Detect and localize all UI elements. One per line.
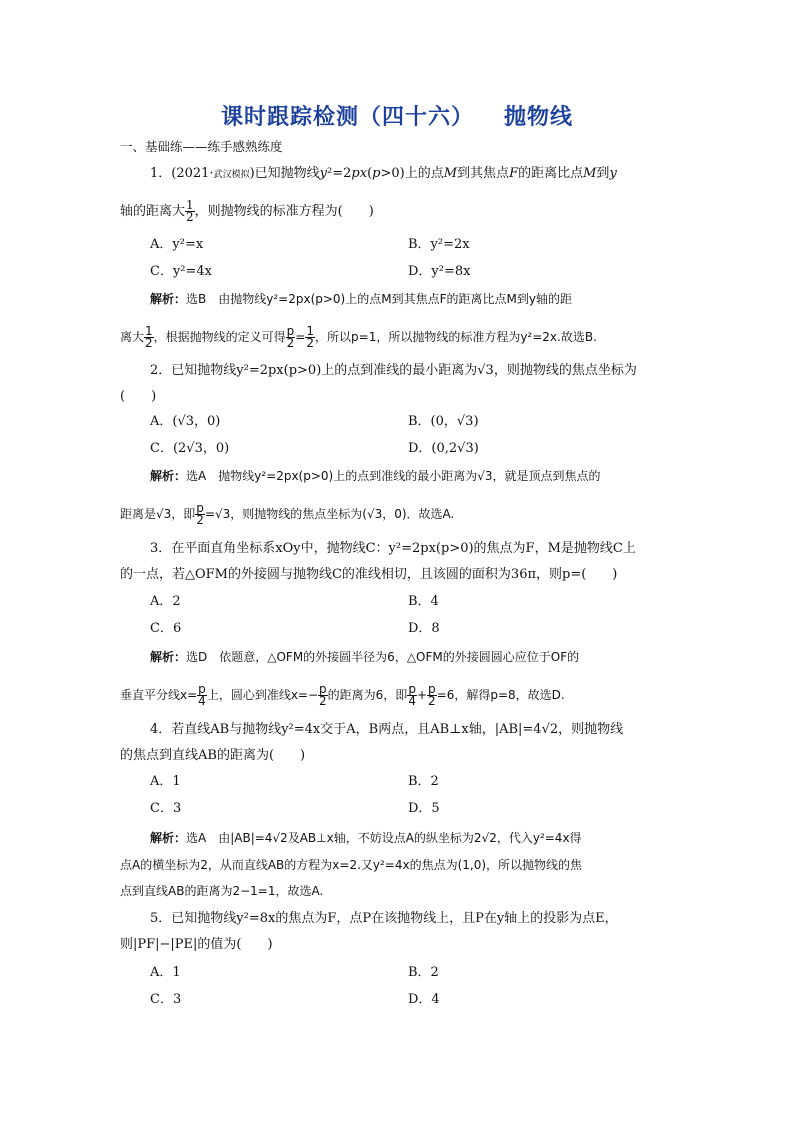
fraction-one-half: $\frac{1}{2}$ [186,198,194,224]
q1-source: 武汉模拟 [213,170,250,180]
q2-stem-line2: ( ) [120,389,157,404]
q1-solution-line1: 解析：选B 由抛物线y²=2px(p>0)上的点M到其焦点F的距离比点M到y轴的距 [150,292,572,306]
q4-option-c: C．3 [150,801,182,816]
q3-solution-line2: 垂直平分线x= $\frac{p}{4}$ 上，圆心到准线x=− $\frac{p}{2}$ 的距离为6，即 $\frac{p}{4}$ + $\frac{p}{2}$ =6，解得p=8，故选D. [120,682,565,708]
q2-solution-line2: 距离是√3，即 $\frac{p}{2}$ =√3，则抛物线的焦点坐标为(√3，0)．故选A. [120,501,455,527]
q4-solution-line3: 点到直线AB的距离为2−1=1，故选A. [120,884,324,898]
q4-solution-line1: 解析：选A 由|AB|=4√2及AB⊥x轴，不妨设点A的纵坐标为2√2，代入y²=4x得 [150,831,582,845]
page-title [0,100,794,131]
q3-option-b: B．4 [408,594,439,609]
q1-option-d: D．y²=8x [408,264,471,279]
title-main: 课时跟踪检测（四十六） [220,105,474,130]
q5-option-d: D．4 [408,992,440,1007]
q4-option-b: B．2 [408,774,439,789]
q1-option-b: B．y²=2x [408,237,470,252]
q5-option-c: C．3 [150,992,182,1007]
q4-stem-line2: 的焦点到直线AB的距离为( ) [120,748,306,763]
q2-option-d: D．(0,2√3) [408,441,479,456]
q1-stem-line2: 轴的距离大 $\frac{1}{2}$ ，则抛物线的标准方程为( ) [120,198,374,224]
q1-option-c: C．y²=4x [150,264,212,279]
title-topic: 抛物线 [504,105,574,130]
q2-option-a: A．(√3，0) [150,414,221,429]
q4-stem-line1: 4．若直线AB与抛物线y²=4x交于A，B两点，且AB⊥x轴，|AB|=4√2，则抛物线 [150,722,624,737]
q5-stem-line2: 则|PF|−|PE|的值为( ) [120,937,273,952]
q4-solution-line2: 点A的横坐标为2，从而直线AB的方程为x=2.又y²=4x的焦点为(1,0)，所以抛物线的焦 [120,858,583,872]
q4-option-a: A．1 [150,774,181,789]
q4-option-d: D．5 [408,801,440,816]
section-heading: 一、基础练——练手感熟练度 [120,139,283,154]
q1-option-a: A．y²=x [150,237,204,252]
q3-option-c: C．6 [150,621,182,636]
q5-option-a: A．1 [150,965,181,980]
q1-solution-line2: 离大 $\frac{1}{2}$ ，根据抛物线的定义可得 $\frac{p}{2}$ = $\frac{1}{2}$ ，所以p=1，所以抛物线的标准方程为y²=2x.故选B. [120,324,597,350]
q3-stem-line2: 的一点，若△OFM的外接圆与抛物线C的准线相切，且该圆的面积为36π，则p=( ) [120,567,618,582]
q2-solution-line1: 解析：选A 抛物线y²=2px(p>0)上的点到准线的最小距离为√3，就是顶点到焦点的 [150,469,601,483]
q2-option-b: B．(0，√3) [408,414,479,429]
q3-option-d: D．8 [408,621,440,636]
q5-option-b: B．2 [408,965,439,980]
q2-option-c: C．(2√3，0) [150,441,230,456]
q3-option-a: A．2 [150,594,181,609]
q2-stem-line1: 2．已知抛物线y²=2px(p>0)上的点到准线的最小距离为√3，则抛物线的焦点坐标为 [150,363,637,378]
q5-stem-line1: 5．已知抛物线y²=8x的焦点为F，点P在该抛物线上，且P在y轴上的投影为点E， [150,911,618,926]
q3-stem-line1: 3．在平面直角坐标系xOy中，抛物线C：y²=2px(p>0)的焦点为F，M是抛物线C上 [150,541,636,556]
q1-stem-line1: 1．(2021·武汉模拟)已知抛物线y²=2px(p>0)上的点M到其焦点F的距离比点M到y [150,166,617,181]
q3-solution-line1: 解析：选D 依题意，△OFM的外接圆半径为6，△OFM的外接圆圆心应位于OF的 [150,650,580,664]
